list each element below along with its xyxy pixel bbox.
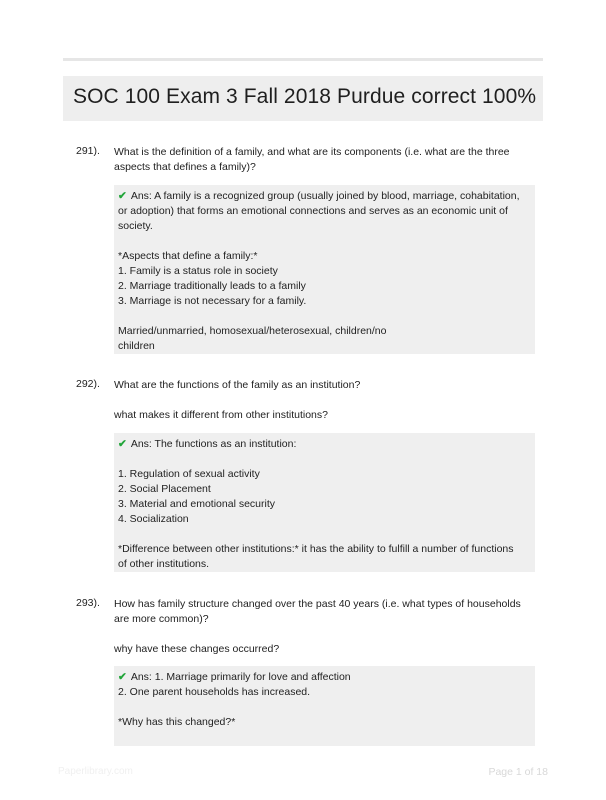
answer-line — [118, 452, 531, 467]
answer-line: 1. Regulation of sexual activity — [118, 468, 260, 480]
question-line: are more common)? — [114, 613, 209, 625]
title-banner — [63, 76, 543, 121]
answer-line: 3. Marriage is not necessary for a family. — [118, 295, 307, 307]
question-line: What is the definition of a family, and what are its components (i.e. what are the three — [114, 146, 510, 158]
answer-line — [118, 700, 531, 715]
answer-line: *Difference between other institutions:* it has the ability to fulfill a number of functions — [118, 543, 514, 555]
answer-line: 2. Social Placement — [118, 483, 211, 495]
answer-line: 3. Material and emotional security — [118, 498, 275, 510]
question-line: What are the functions of the family as an institution? — [114, 379, 361, 391]
question-line: How has family structure changed over the past 40 years (i.e. what types of households — [114, 598, 521, 610]
answer-line: children — [118, 340, 155, 352]
answer-line: 2. Marriage traditionally leads to a family — [118, 280, 306, 292]
question-line: what makes it different from other institutions? — [114, 409, 328, 421]
question-line — [114, 393, 534, 408]
answer-line: ✔ Ans: A family is a recognized group (usually joined by blood, marriage, cohabitation, — [118, 190, 520, 202]
checkmark-icon: ✔ — [118, 190, 127, 202]
page-title: SOC 100 Exam 3 Fall 2018 Purdue correct 100% — [73, 85, 537, 108]
answer-line: society. — [118, 220, 153, 232]
top-divider — [63, 58, 543, 61]
question-line: aspects that defines a family)? — [114, 161, 256, 173]
answer-line — [118, 730, 531, 745]
answer-line: 1. Family is a status role in society — [118, 265, 278, 277]
question-line — [114, 627, 534, 642]
question-number: 293). — [76, 597, 100, 609]
answer-line: *Aspects that define a family:* — [118, 250, 258, 262]
answer-line: Married/unmarried, homosexual/heterosexual, children/no — [118, 325, 387, 337]
answer-line: ✔ Ans: The functions as an institution: — [118, 438, 297, 450]
answer-line: 4. Socialization — [118, 513, 189, 525]
answer-line: of other institutions. — [118, 558, 210, 570]
question-line: why have these changes occurred? — [114, 643, 280, 655]
answer-line: 2. One parent households has increased. — [118, 686, 311, 698]
question-number: 292). — [76, 378, 100, 390]
answer-line: *Why has this changed?* — [118, 716, 236, 728]
answer-box — [114, 666, 535, 746]
question-text — [114, 145, 534, 175]
answer-line: or adoption) that forms an emotional connections and serves as an economic unit of — [118, 205, 508, 217]
page-number: Page 1 of 18 — [488, 766, 548, 778]
checkmark-icon: ✔ — [118, 671, 127, 683]
answer-line — [118, 527, 531, 542]
answer-box — [114, 433, 535, 572]
question-text — [114, 597, 534, 657]
answer-box — [114, 185, 535, 354]
answer-line — [118, 234, 531, 249]
checkmark-icon: ✔ — [118, 438, 127, 450]
answer-line: ✔ Ans: 1. Marriage primarily for love and affection — [118, 671, 351, 683]
footer-watermark: Paperlibrary.com — [58, 766, 133, 777]
question-number: 291). — [76, 145, 100, 157]
question-text — [114, 378, 534, 423]
answer-line — [118, 309, 531, 324]
